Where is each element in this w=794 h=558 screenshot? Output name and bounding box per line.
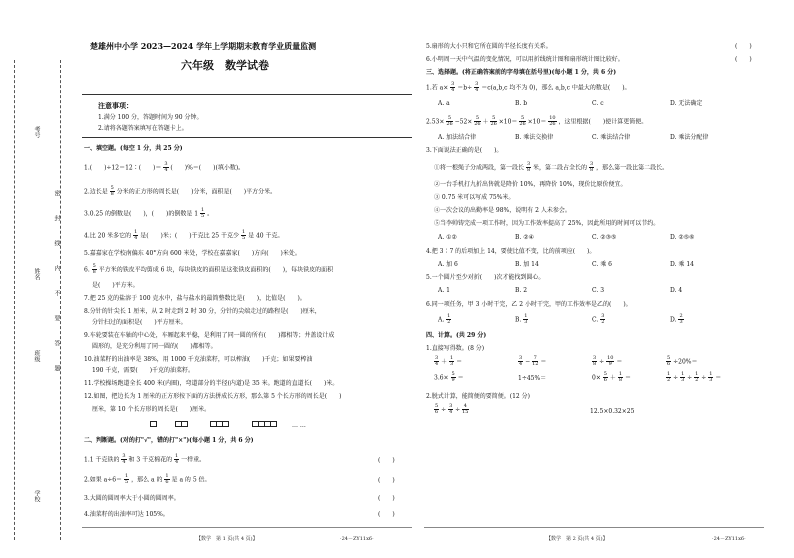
- operator: ＝: [624, 374, 631, 382]
- s3-q5-option: B. 2: [515, 287, 528, 294]
- fraction: $\frac{5}{9}$: [451, 371, 455, 384]
- operator: ÷: [599, 358, 605, 366]
- cut-label: 封: [53, 215, 60, 221]
- s2-q3-answer: ( ): [378, 495, 395, 502]
- fraction: $\frac{4}{15}$: [462, 403, 469, 416]
- left-footer-rule: [82, 527, 412, 528]
- s2-q6: 6.小明周一天中气温的变化情况，可以用折线统计图和扇形统计图比较好。: [426, 56, 624, 63]
- s3-q1-part: 1.若 a×: [426, 84, 449, 92]
- s4-calc: 1÷45%＝: [518, 375, 547, 382]
- s3-q4: 4.把 3∶7 的后项加上 14，要使比值不变，比的前项应( )。: [426, 248, 596, 255]
- operator: ÷: [441, 406, 447, 414]
- s1-q4-part: 4.比 20 米多它的: [84, 232, 132, 240]
- cut-label: 不: [53, 290, 60, 296]
- s3-q1-option: C. c: [592, 100, 604, 107]
- s1-q1-part: 1.( )÷12＝12∶( )＝: [84, 164, 162, 172]
- fraction: $\frac{10}{9}$: [607, 355, 614, 368]
- operator: ＝: [456, 358, 463, 366]
- class-field-label: 班级: [33, 350, 40, 362]
- s3-q3: 3.下面说法正确的是( )。: [426, 147, 503, 154]
- operator: ＝: [540, 358, 547, 366]
- operator: 0×: [592, 374, 601, 382]
- s3-q3-option: D. ②⑤⑥: [670, 234, 695, 241]
- s1-q6-part: 6.: [84, 266, 90, 274]
- fraction: $\frac{5}{6}$: [667, 355, 671, 368]
- section-1-heading: 一、填空题。(每空 1 分，共 25 分): [84, 145, 183, 152]
- s3-q1-option: B. b: [515, 100, 528, 107]
- pattern-ellipsis: … …: [292, 422, 306, 429]
- fraction: $\frac{3}{4}$: [449, 403, 453, 416]
- s2-q2-part: ，那么 a 的: [131, 476, 163, 484]
- s2-q5: 5.扇形的大小只和它所在圆的半径长度有关系。: [426, 43, 552, 50]
- fraction: $\frac{5}{8}$: [110, 185, 114, 198]
- cut-label: 线: [53, 240, 60, 246]
- fraction: $\frac{1}{3}$: [524, 313, 528, 326]
- pattern-square: [270, 421, 277, 427]
- operator: ÷: [687, 374, 693, 382]
- s4-calc: [592, 356, 622, 368]
- fraction: $\frac{3}{4}$: [451, 81, 455, 94]
- fraction: $\frac{1}{2}$: [667, 371, 671, 384]
- exam-title: 楚雄州中小学 2023—2024 学年上学期期末教育学业质量监测: [90, 41, 317, 51]
- section-2-heading: 二、判断题。(对的打"√"，错的打"×")(每小题 1 分，共 6 分): [84, 437, 254, 444]
- operator: ÷: [673, 374, 679, 382]
- s1-q12-cont: 厘米，第 10 个长方形的周长是( )厘米。: [92, 406, 211, 413]
- s3-q5-option: A. 1: [438, 287, 450, 294]
- operator: ＝: [715, 374, 722, 382]
- s3-q5: 5.一个圆片至少对折( )次才能找到圆心。: [426, 274, 545, 281]
- option-letter: A.: [438, 316, 445, 324]
- s1-q6-part: 平方米的铁皮平均剪成 6 块，每块铁皮的面积是这张铁皮面积的( )，每块铁皮的面积: [98, 266, 334, 274]
- fraction: $\frac{3}{4}$: [122, 453, 126, 466]
- left-footer: 【数学 第 1 页(共 4 页)】: [196, 536, 258, 542]
- school-field-label: 学校: [33, 490, 40, 502]
- fraction: $\frac{1}{4}$: [134, 229, 138, 242]
- exam-subtitle: 六年级 数学试卷: [181, 59, 269, 72]
- s3-q2-part: 2.53×: [426, 118, 445, 126]
- fraction: $\frac{3}{4}$: [435, 355, 439, 368]
- notice-bottom-rule: [82, 137, 412, 138]
- s4-calc: [434, 404, 469, 416]
- s3-q3-option: C. ②③⑤: [592, 234, 617, 241]
- s4-calc: [592, 372, 631, 384]
- right-footer-code: ·24－ZY11x6·: [712, 536, 746, 542]
- fraction: $\frac{5}{8}$: [92, 263, 96, 276]
- s4-calc: [666, 356, 697, 368]
- s1-q5: 5.嘉嘉家在学校南偏东 40°方向 600 米处，学校在嘉嘉家( )方向( )米处。: [84, 250, 301, 257]
- fraction: $\frac{3}{4}$: [164, 161, 168, 174]
- s2-q2-part: 2.如果 a÷6＝: [84, 476, 123, 484]
- operator: −: [525, 358, 531, 366]
- s3-q1-part: ＝c(a,b,c 均不为 0)，那么 a,b,c 中最大的数是( )。: [481, 84, 631, 92]
- s1-q2-part: 2.边长是: [84, 188, 108, 196]
- option-letter: C.: [592, 316, 599, 324]
- s3-q1-option: A. a: [438, 100, 450, 107]
- s1-q10-cont: 190 千克，需要( )千克的油菜籽。: [92, 367, 195, 374]
- operator: ＋: [609, 374, 616, 382]
- s3-q4-option: D. 乘 14: [670, 261, 694, 268]
- fraction: $\frac{5}{26}$: [490, 115, 497, 128]
- option-letter: D.: [670, 316, 677, 324]
- s2-q1-part: 1.1 千克铁的: [84, 456, 120, 464]
- fraction: $\frac{3}{2}$: [601, 313, 605, 326]
- s3-q5-option: C. 3: [592, 287, 605, 294]
- s4-calc: [434, 372, 464, 384]
- s2-q1-answer: ( ): [378, 457, 395, 464]
- fraction: $\frac{3}{8}$: [526, 161, 531, 174]
- exam-no-field-label: 考号: [33, 126, 40, 138]
- fraction: $\frac{1}{4}$: [175, 453, 179, 466]
- operator: 3.6×: [434, 374, 449, 382]
- s3-q3-statement: [434, 162, 668, 174]
- s4-calc: [666, 372, 721, 384]
- notice-heading: 注意事项：: [98, 101, 133, 110]
- s3-q2-part: −52×: [454, 118, 473, 126]
- fraction: $\frac{5}{26}$: [519, 115, 526, 128]
- fraction: $\frac{5}{26}$: [446, 115, 453, 128]
- fraction: $\frac{1}{2}$: [447, 313, 451, 326]
- s1-q8-cont: 分针扫过的面积是( )平方厘米。: [92, 319, 187, 326]
- s3-q2: [426, 116, 647, 128]
- s1-q8: 8.分针的针尖长 1 厘米，从 2 时走到 2 时 30 分，分针的尖端走过的路程是( )厘米，: [84, 308, 321, 315]
- s2-q2-answer: ( ): [378, 477, 395, 484]
- s3-q2-part: ×10＝: [527, 118, 547, 126]
- s1-q3: [84, 208, 213, 220]
- fraction: $\frac{1}{5}$: [241, 229, 246, 242]
- s3-q3-statement: ⑤当李帅铸完成一项工作时，因为工作效率提高了 25%，因此所用的时间可以节约。: [434, 220, 660, 227]
- s1-q4-part: 是( )米；( )千克比 25 千克少: [140, 232, 240, 240]
- left-footer-code: ·24－ZY11x6·: [340, 536, 374, 542]
- s3-q6-option: [438, 314, 451, 326]
- s3-q3-option: B. ②④: [515, 234, 534, 241]
- notice-item: 1.满分 100 分，答题时间为 90 分钟。: [98, 114, 203, 121]
- binding-line-inner: [60, 60, 61, 540]
- s1-q6-cont: 是( )平方米。: [92, 282, 139, 289]
- s3-q6-option: [592, 314, 605, 326]
- s4-calc: [434, 356, 462, 368]
- s4-calc: 12.5×0.32×25: [590, 408, 635, 415]
- right-footer: 【数学 第 2 页(共 4 页)】: [546, 536, 608, 542]
- s1-q9: 9.车轮要装在车轴的中心处，车厢起来平稳，是利用了同一圆的所有( )都相等；井盖设计成: [84, 332, 335, 339]
- s2-q2-part: 是 a 的 5 倍。: [171, 476, 211, 484]
- operator: ＝: [457, 374, 464, 382]
- s2-q4: 4.油菜籽的出油率可达 105%。: [84, 511, 169, 518]
- s3-q3-statement-part: ①将一根绳子分成两段，第一段长: [434, 164, 525, 172]
- fraction: $\frac{3}{8}$: [589, 161, 594, 174]
- s1-q3-part: 3.0.25 的倒数是( )，( )的倒数是 1: [84, 210, 199, 218]
- s1-q3-part: 。: [207, 210, 214, 218]
- option-letter: B.: [515, 316, 522, 324]
- s1-q6: [84, 264, 333, 276]
- fraction: $\frac{1}{3}$: [709, 371, 713, 384]
- s3-q2-option: A. 加法结合律: [438, 134, 477, 141]
- s1-q1: [84, 162, 244, 174]
- s1-q7: 7.把 25 克的盐溶于 100 克水中，盐与盐水的最简整数比是( )，比值是( )。: [84, 295, 306, 302]
- cut-label: 要: [53, 315, 60, 321]
- s1-q11: 11.学校操场跑道全长 400 米(内圈)，弯道部分的半径(内道)是 35 米。跑道的直道长( )米。: [84, 380, 339, 387]
- s3-q4-option: C. 乘 6: [592, 261, 612, 268]
- notice-top-rule: [82, 94, 412, 95]
- fraction: $\frac{7}{12}$: [532, 355, 539, 368]
- binding-line-outer: [14, 60, 15, 540]
- fraction: $\frac{1}{5}$: [124, 473, 129, 486]
- s1-q4-part: 是 40 千克。: [248, 232, 284, 240]
- operator: ÷: [455, 406, 461, 414]
- fraction: $\frac{1}{3}$: [450, 355, 454, 368]
- operator: ＋: [441, 358, 448, 366]
- fraction: $\frac{1}{8}$: [618, 371, 623, 384]
- right-footer-rule: [424, 527, 764, 528]
- fraction: $\frac{1}{5}$: [201, 207, 205, 220]
- s1-q10: 10.油菜籽的出油率是 38%，用 1000 千克油菜籽，可以榨油( )千克；如果要榨油: [84, 356, 313, 363]
- s3-q4-option: B. 加 14: [515, 261, 539, 268]
- s4-part-1: 1.直接写得数。(8 分): [426, 345, 485, 352]
- s2-q6-answer: ( ): [735, 56, 752, 63]
- s3-q6-option: [670, 314, 684, 326]
- fraction: $\frac{1}{2}$: [695, 371, 699, 384]
- s3-q3-statement: ③ 0.75 米可以写成 75%米。: [434, 194, 515, 201]
- fraction: $\frac{2}{3}$: [679, 313, 683, 326]
- s2-q3: 3.大圆的圆周率大于小圆的圆周率。: [84, 495, 180, 502]
- s2-q1: [84, 454, 205, 466]
- s3-q6: 6.同一项任务，甲 3 小时干完，乙 2 小时干完，甲的工作效率是乙的( )。: [426, 301, 632, 308]
- fraction: $\frac{5}{26}$: [474, 115, 481, 128]
- s3-q1: [426, 82, 631, 94]
- s1-q2-part: 分米的正方形的周长是( )分米，面积是( )平方分米。: [116, 188, 277, 196]
- s3-q1-part: ＝b÷: [457, 84, 473, 92]
- cut-label: 密: [53, 190, 60, 196]
- operator: ÷: [701, 374, 707, 382]
- cut-label: 答: [53, 340, 60, 346]
- notice-item: 2.请将各题答案填写在答题卡上。: [98, 125, 188, 132]
- pattern-square: [150, 421, 157, 427]
- s1-q12: 12.如图，把边长为 1 厘米的正方形按下面的方法拼成长方形，那么第 5 个长方形的周长是( ): [84, 393, 342, 400]
- s2-q1-part: 和 3 千克棉花的: [128, 456, 173, 464]
- pattern-square: [222, 421, 229, 427]
- s3-q3-option: A. ①②: [438, 234, 457, 241]
- s3-q2-option: B. 乘法交换律: [515, 134, 554, 141]
- fraction: $\frac{5}{6}$: [435, 403, 439, 416]
- s2-q5-answer: ( ): [735, 43, 752, 50]
- s3-q3-statement-part: ，那么第一段比第二段长。: [596, 164, 669, 172]
- fraction: $\frac{3}{8}$: [593, 355, 597, 368]
- fraction: $\frac{3}{4}$: [519, 355, 523, 368]
- s3-q2-part: ，这里根据( )使计算更简便。: [558, 118, 648, 126]
- section-3-heading: 三、选择题。(将正确答案前的字母填在括号里)(每小题 1 分，共 6 分): [426, 69, 617, 76]
- cut-label: 内: [53, 265, 60, 271]
- fraction: $\frac{1}{6}$: [165, 473, 169, 486]
- fraction: $\frac{5}{6}$: [603, 371, 607, 384]
- s3-q4-option: A. 加 6: [438, 261, 458, 268]
- s3-q2-part: ×10＝: [498, 118, 518, 126]
- s1-q1-part: ( )%＝( )(填小数)。: [170, 164, 245, 172]
- s2-q1-part: 一样重。: [181, 456, 206, 464]
- cut-label: 题: [53, 365, 60, 371]
- s3-q1-option: D. 无法确定: [670, 100, 703, 107]
- s3-q3-statement-part: 米，第二段占全长的: [533, 164, 588, 172]
- s4-part-2: 2.脱式计算，能简便的要简便。(12 分): [426, 393, 530, 400]
- s3-q2-part: ＋: [482, 118, 489, 126]
- section-4-heading: 四、计算。(共 29 分): [426, 332, 487, 339]
- s1-q9-cont: 圆形的，是充分利用了同一圆的( )都相等。: [92, 343, 217, 350]
- s2-q2: [84, 474, 211, 486]
- s2-q4-answer: ( ): [378, 511, 395, 518]
- s1-q2: [84, 186, 276, 198]
- fraction: $\frac{3}{4}$: [475, 81, 479, 94]
- s3-q3-statement: ②一台手机打九折出售就是降价 10%，再降价 10%，现价比原价便宜。: [434, 181, 627, 188]
- fraction: $\frac{10}{26}$: [549, 115, 556, 128]
- s3-q3-statement: ④一次会议的出勤率是 98%，说明有 2 人未参会。: [434, 207, 571, 214]
- s1-q4: [84, 230, 284, 242]
- name-field-label: 姓名: [33, 268, 40, 280]
- s3-q6-option: [515, 314, 528, 326]
- s4-calc: [518, 356, 546, 368]
- pattern-square: [181, 421, 188, 427]
- operator: ÷20%＝: [673, 358, 698, 366]
- operator: ＝: [616, 358, 623, 366]
- s3-q2-option: C. 乘法结合律: [592, 134, 631, 141]
- fraction: $\frac{1}{3}$: [681, 371, 685, 384]
- s3-q2-option: D. 乘法分配律: [670, 134, 709, 141]
- s3-q5-option: D. 4: [670, 287, 683, 294]
